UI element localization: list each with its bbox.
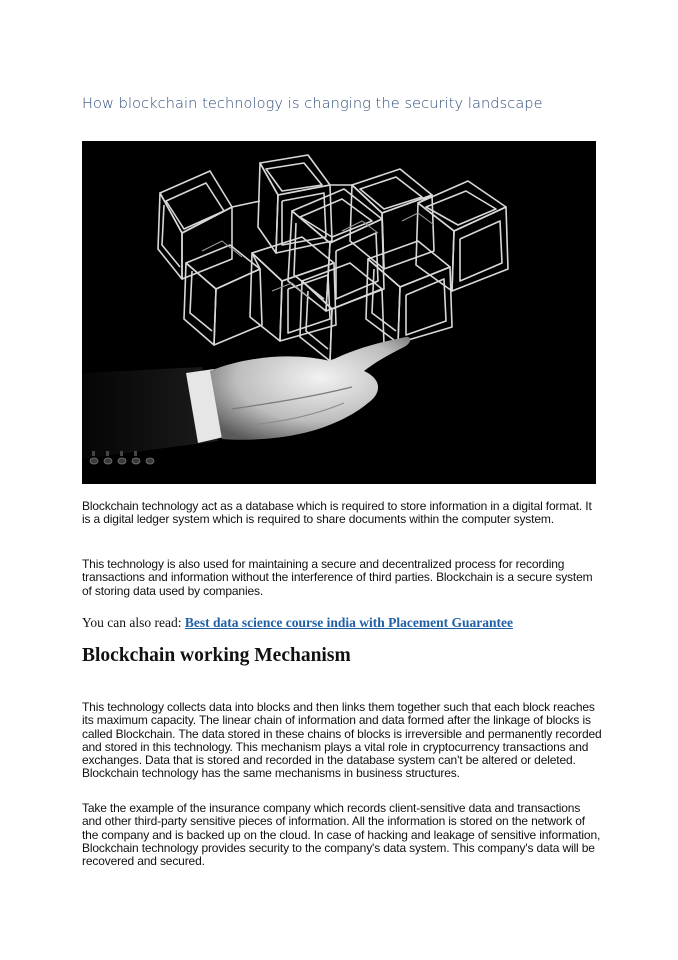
also-read-prefix: You can also read: [82, 615, 185, 630]
section-heading: Blockchain working Mechanism [82, 645, 351, 666]
intro-paragraph-2: This technology is also used for maintaining a secure and decentralized process for recording transactions and information without the interference of third parties. Blockchain is a secure system of storing data used by companies. [82, 557, 593, 598]
course-link[interactable]: Best data science course india with Placement Guarantee [184, 615, 513, 630]
intro-paragraph-1: Blockchain technology act as a database which is required to store information in a digital format. It is a digital ledger system which is required to share documents within the computer system. [82, 499, 592, 527]
page-title: How blockchain technology is changing the security landscape [82, 96, 543, 112]
section-paragraph-1: This technology collects data into blocks and then links them together such that each block reaches its maximum capacity. The linear chain of information and data formed after the linkage of blocks is called Blockchain. The data stored in these chains of blocks is irreversible and permanently recorded and stored in this technology. This mechanism plays a vital role in cryptocurrency transactions and exchanges. Data that is stored and recorded in the database system can't be altered or deleted. Blockchain technology has the same mechanisms in business structures. [82, 700, 602, 781]
hand-holding-blockchain-cubes-image [82, 141, 596, 484]
section-paragraph-2: Take the example of the insurance company which records client-sensitive data and transactions and other third-party sensitive pieces of information. All the information is stored on the network of the company and is backed up on the cloud. In case of hacking and leakage of sensitive information, Blockchain technology provides security to the company's data system. This company's data will be recovered and secured. [82, 801, 601, 869]
hero-image [82, 141, 596, 484]
also-read-line [82, 615, 513, 631]
